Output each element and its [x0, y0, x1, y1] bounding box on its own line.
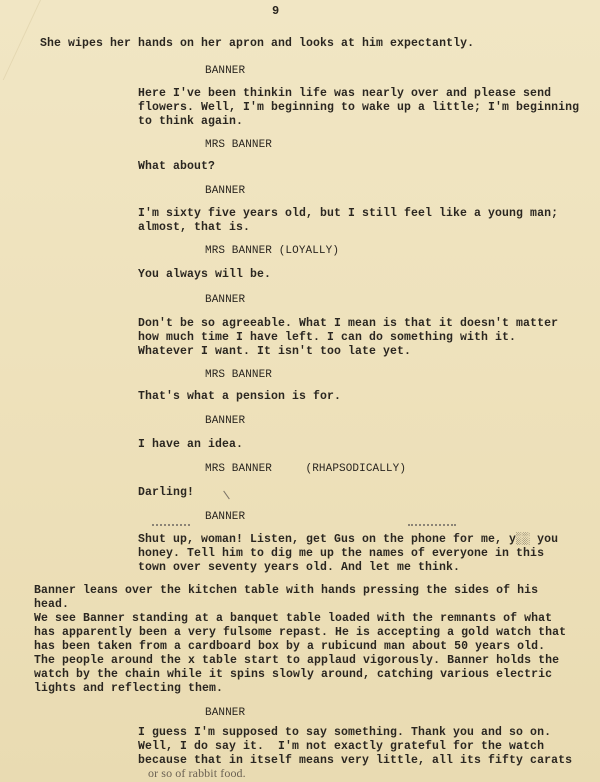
dialogue-line: flowers. Well, I'm beginning to wake up a little; I'm beginning [138, 101, 580, 114]
character-cue: BANNER [205, 185, 246, 197]
action-line: has apparently been a very fulsome repast. He is accepting a gold watch that [34, 626, 567, 639]
dialogue-line: Well, I do say it. I'm not exactly grateful for the watch [138, 740, 545, 753]
character-cue: BANNER [205, 511, 246, 523]
faint-dialogue-line: or so of rabbit food. [148, 766, 246, 780]
action-line: Banner leans over the kitchen table with hands pressing the sides of his [34, 584, 539, 597]
character-cue: MRS BANNER [205, 369, 273, 381]
dialogue-line: Shut up, woman! Listen, get Gus on the phone for me, y░░ you [138, 533, 559, 546]
dialogue-line: You always will be. [138, 268, 272, 281]
dialogue-line: honey. Tell him to dig me up the names of everyone in this [138, 547, 545, 560]
page-number: 9 [272, 4, 280, 18]
dialogue-line: That's what a pension is for. [138, 390, 342, 403]
character-cue: MRS BANNER (RHAPSODICALLY) [205, 463, 407, 475]
action-line: The people around the x table start to applaud vigorously. Banner holds the [34, 654, 560, 667]
action-line: head. [34, 598, 70, 611]
character-cue: BANNER [205, 294, 246, 306]
character-cue: BANNER [205, 707, 246, 719]
action-line: watch by the chain while it spins slowly around, catching various electric [34, 668, 553, 681]
action-line: lights and reflecting them. [34, 682, 224, 695]
character-cue: MRS BANNER [205, 139, 273, 151]
action-line: She wipes her hands on her apron and looks at him expectantly. [40, 37, 475, 50]
character-cue: MRS BANNER (LOYALLY) [205, 245, 340, 257]
dialogue-line: Don't be so agreeable. What I mean is that it doesn't matter [138, 317, 559, 330]
dialogue-line: I have an idea. [138, 438, 244, 451]
pencil-mark [408, 524, 456, 527]
dialogue-line: almost, that is. [138, 221, 251, 234]
dialogue-line: I'm sixty five years old, but I still feel like a young man; [138, 207, 559, 220]
pencil-mark [152, 524, 190, 527]
dialogue-line: What about? [138, 160, 216, 173]
action-line: We see Banner standing at a banquet table loaded with the remnants of what [34, 612, 553, 625]
dialogue-line: Whatever I want. It isn't too late yet. [138, 345, 412, 358]
dialogue-line: town over seventy years old. And let me think. [138, 561, 461, 574]
dialogue-line: Darling! [138, 486, 195, 499]
action-line: has been taken from a cardboard box by a rubicund man about 50 years old. [34, 640, 546, 653]
dialogue-line: Here I've been thinkin life was nearly over and please send [138, 87, 552, 100]
dialogue-line: how much time I have left. I can do something with it. [138, 331, 517, 344]
dialogue-line: because that in itself means very little, all its fifty carats [138, 754, 573, 767]
dialogue-line: I guess I'm supposed to say something. Thank you and so on. [138, 726, 552, 739]
character-cue: BANNER [205, 65, 246, 77]
dialogue-line: to think again. [138, 115, 244, 128]
character-cue: BANNER [205, 415, 246, 427]
